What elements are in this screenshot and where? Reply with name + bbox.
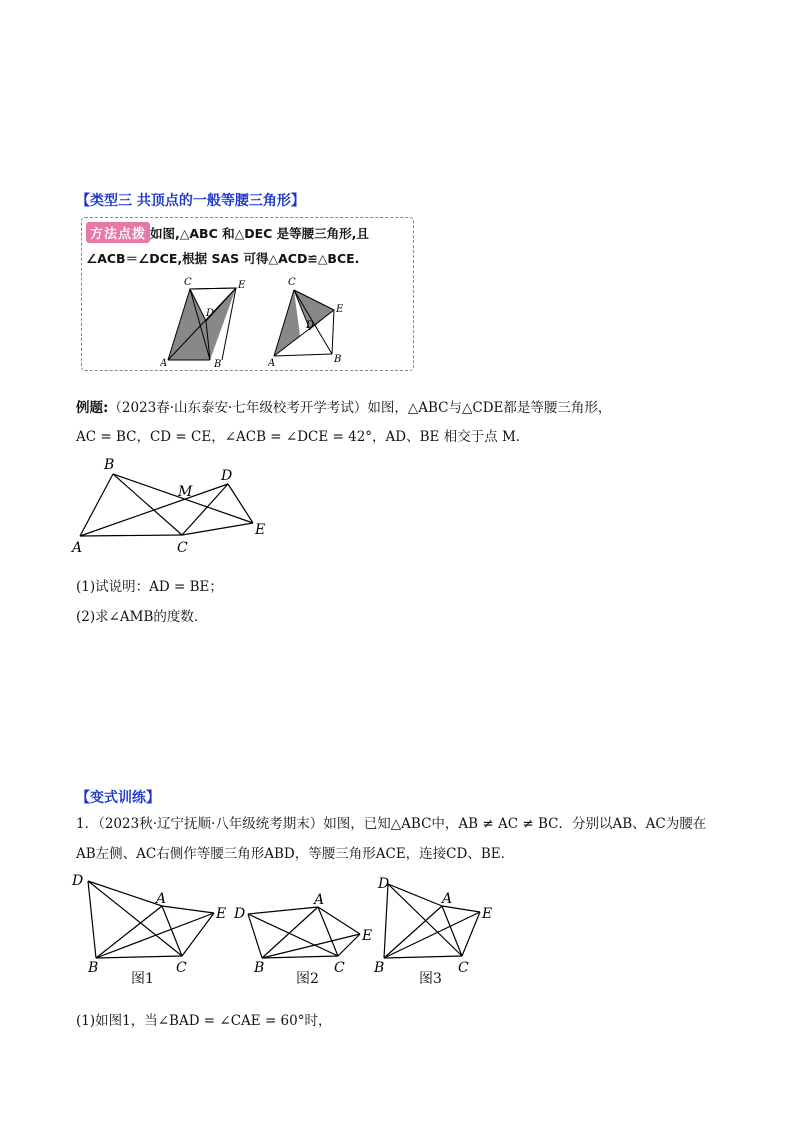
label-E: E (238, 280, 246, 291)
label-E: E (255, 522, 266, 538)
section-heading-type3: 【类型三 共顶点的一般等腰三角形】 (76, 193, 305, 209)
label-E: E (482, 906, 493, 922)
variant-problem-line-1: 1．（2023秋·辽宁抚顺·八年级统考期末）如图，已知△ABC中，AB ≠ AC ≠ BC．分别以AB、AC为腰在 (76, 816, 707, 832)
figure-3-caption: 图3 (419, 971, 442, 987)
label-C: C (184, 277, 192, 288)
label-E: E (216, 906, 227, 922)
method-figure-1 (160, 274, 250, 368)
method-figure-2 (268, 274, 348, 368)
method-line-1 (86, 222, 369, 243)
example-line-2: AC = BC，CD = CE，∠ACB = ∠DCE = 42°，AD、BE 相交于点 M． (76, 429, 530, 445)
label-A: A (72, 540, 83, 556)
section-heading-variant: 【变式训练】 (76, 790, 160, 806)
variant-problem-line-2: AB左侧、AC右侧作等腰三角形ABD，等腰三角形ACE，连接CD、BE． (76, 846, 515, 862)
example-line-1 (76, 399, 611, 417)
example-question-1: (1)试说明：AD = BE； (76, 579, 223, 595)
example-text-1: （2023春·山东泰安·七年级校考开学考试）如图，△ABC与△CDE都是等腰三角形， (108, 400, 612, 416)
label-E: E (362, 928, 373, 944)
label-C: C (177, 540, 188, 556)
method-box (81, 217, 414, 371)
method-line-2: ∠ACB＝∠DCE,根据 SAS 可得△ACD≌△BCE. (86, 251, 360, 266)
example-figure (70, 454, 280, 558)
example-question-2: (2)求∠AMB的度数． (76, 609, 208, 625)
label-A: A (442, 891, 453, 907)
label-B: B (104, 457, 115, 473)
label-C: C (288, 277, 296, 288)
method-badge: 方法点拨 (86, 222, 150, 243)
label-B: B (88, 960, 99, 976)
method-text-1: 如图,△ABC 和△DEC 是等腰三角形,且 (150, 226, 369, 241)
label-A: A (268, 358, 276, 368)
label-D: D (306, 320, 315, 331)
figure-2-caption: 图2 (296, 971, 319, 987)
label-D: D (72, 873, 84, 889)
label-A: A (314, 892, 325, 908)
example-label: 例题: (76, 400, 109, 416)
label-E: E (336, 304, 344, 315)
label-D: D (221, 468, 233, 484)
label-C: C (176, 960, 187, 976)
label-C: C (458, 960, 469, 976)
label-B: B (214, 359, 222, 368)
label-M: M (178, 484, 193, 500)
label-B: B (374, 960, 385, 976)
label-D: D (378, 876, 390, 892)
figure-1-caption: 图1 (131, 971, 154, 987)
label-D: D (234, 906, 246, 922)
label-B: B (334, 354, 342, 365)
variant-question-1: (1)如图1，当∠BAD = ∠CAE = 60°时， (76, 1013, 332, 1029)
label-B: B (254, 960, 265, 976)
label-A: A (156, 891, 167, 907)
label-A: A (160, 358, 168, 368)
label-D: D (206, 308, 215, 319)
label-C: C (334, 960, 345, 976)
variant-figure-1 (70, 868, 240, 988)
